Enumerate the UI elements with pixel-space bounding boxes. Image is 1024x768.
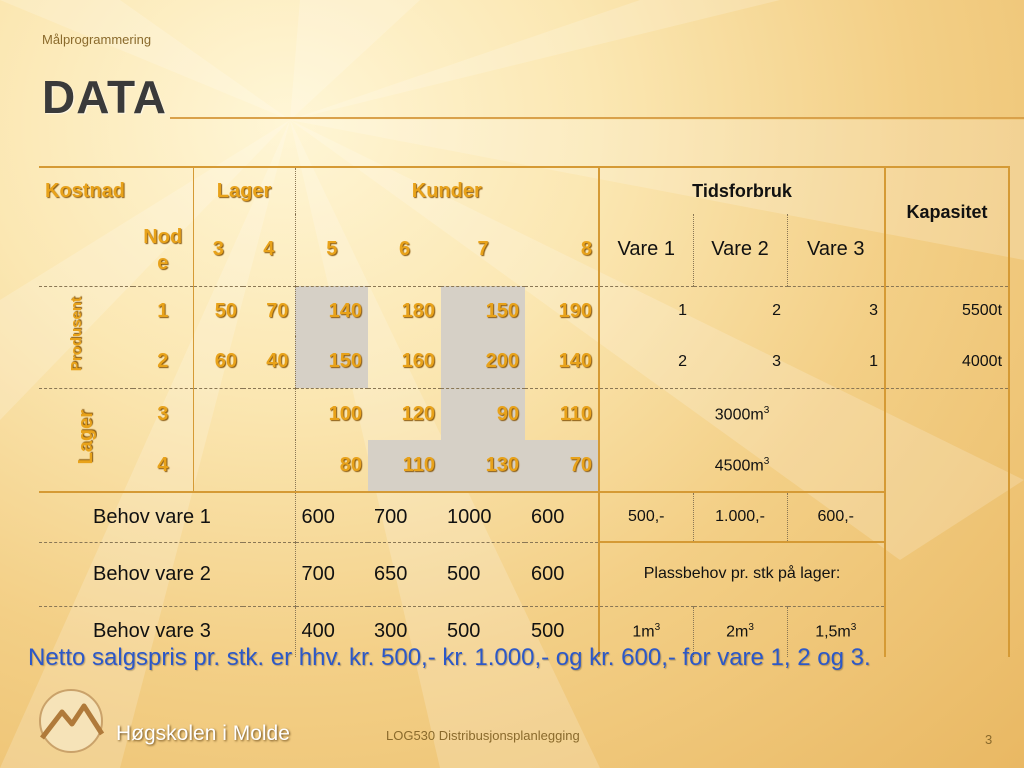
behov-1-8: 600 — [525, 492, 599, 542]
behov-2-7: 500 — [441, 542, 525, 606]
behov-vare-2-label: Behov vare 2 — [39, 542, 295, 606]
kapasitet-2: 4000t — [885, 336, 1009, 388]
behov-2-5: 700 — [295, 542, 368, 606]
cost-1-8: 190 — [558, 299, 592, 322]
node-7-header: 7 — [477, 238, 489, 261]
node-8-header: 8 — [580, 238, 592, 261]
behov-2-6: 650 — [368, 542, 441, 606]
header-kapasitet: Kapasitet — [885, 167, 1009, 286]
node-row — [39, 214, 1009, 286]
cost-4-5: 80 — [339, 454, 362, 476]
tid-2-vare-3: 1 — [869, 352, 879, 370]
tid-1-vare-2: 2 — [693, 286, 787, 336]
behov-1-6: 700 — [368, 492, 441, 542]
price-vare-1: 500,- — [599, 492, 693, 542]
mountain-logo-icon — [32, 688, 110, 754]
behov-vare-3-label: Behov vare 3 — [39, 606, 295, 657]
node-1-label: 1 — [157, 299, 169, 322]
plassbehov-2-value: 2m — [726, 623, 749, 641]
behov-1-5: 600 — [295, 492, 368, 542]
header-lager: Lager — [216, 179, 272, 202]
node-2-row — [39, 336, 1009, 388]
plassbehov-label: Plassbehov pr. stk på lager: — [599, 542, 885, 606]
cost-3-8: 110 — [559, 402, 592, 425]
node-1-row — [39, 286, 1009, 336]
cost-1-4: 70 — [266, 299, 289, 322]
cost-1-7: 150 — [485, 299, 519, 322]
cost-1-5: 140 — [328, 299, 362, 322]
produsent-label: Produsent — [68, 296, 85, 372]
node-4-row — [39, 440, 1009, 492]
behov-3-7: 500 — [441, 606, 525, 657]
tid-1-vare-1: 1 — [599, 286, 693, 336]
tid-1-vare-3: 3 — [787, 286, 885, 336]
plassbehov-1-value: 1m — [632, 623, 655, 641]
title-divider — [170, 117, 1024, 119]
cost-2-4: 40 — [266, 350, 289, 373]
tid-2-vare-1: 2 — [599, 336, 693, 388]
plassbehov-1-unit: 3 — [654, 622, 661, 634]
header-kostnad: Kostnad — [45, 179, 125, 202]
slide-title: DATA — [42, 71, 167, 123]
cost-2-3: 60 — [214, 350, 237, 373]
behov-3-8: 500 — [525, 606, 599, 657]
node-3-row — [39, 388, 1009, 440]
node-3-header: 3 — [212, 238, 224, 261]
header-tidsforbruk: Tidsforbruk — [599, 167, 885, 214]
behov-vare-1-row — [39, 492, 1009, 542]
cost-2-8: 140 — [558, 350, 592, 373]
cost-2-7: 200 — [485, 350, 519, 373]
header-row — [39, 167, 1009, 214]
lager-4-kapasitet-value: 4500m — [714, 457, 764, 475]
vare-3-header: Vare 3 — [787, 214, 885, 286]
node-6-header: 6 — [398, 238, 411, 261]
lager-4-kapasitet — [599, 440, 885, 492]
node-2-label: 2 — [157, 350, 169, 373]
behov-3-5: 400 — [295, 606, 368, 657]
price-vare-3: 600,- — [787, 492, 885, 542]
data-table — [39, 166, 1010, 657]
course-footer: LOG530 Distribusjonsplanlegging — [386, 728, 580, 743]
behov-2-8: 600 — [525, 542, 599, 606]
tid-2-vare-2: 3 — [772, 352, 781, 370]
header-node: Node — [143, 225, 183, 274]
slide-subtitle: Målprogrammering — [42, 32, 152, 47]
behov-3-6: 300 — [368, 606, 441, 657]
cost-2-6: 160 — [401, 350, 435, 373]
cost-1-6: 180 — [401, 299, 435, 322]
school-name: Høgskolen i Molde — [116, 722, 290, 745]
cost-4-8: 70 — [569, 454, 592, 476]
node-5-header: 5 — [326, 238, 338, 261]
kapasitet-1: 5500t — [885, 286, 1009, 336]
cost-4-6: 110 — [402, 454, 435, 476]
lager-3-kapasitet — [599, 388, 885, 440]
vare-1-header: Vare 1 — [599, 214, 693, 286]
behov-1-7: 1000 — [441, 492, 525, 542]
cost-3-5: 100 — [328, 402, 362, 425]
node-4-header: 4 — [263, 238, 275, 261]
header-kunder: Kunder — [411, 179, 482, 202]
plassbehov-2-unit: 3 — [748, 622, 754, 634]
cost-3-6: 120 — [401, 402, 435, 425]
behov-vare-1-label: Behov vare 1 — [39, 492, 295, 542]
behov-vare-2-row — [39, 542, 1009, 606]
page-number: 3 — [985, 732, 993, 747]
node-3-label: 3 — [157, 402, 169, 425]
cost-3-7: 90 — [496, 402, 519, 425]
cost-4-7: 130 — [485, 454, 519, 476]
lager-3-kapasitet-value: 3000m — [714, 405, 764, 423]
price-note: Netto salgspris pr. stk. er hhv. kr. 500,- kr. 1.000,- og kr. 600,- for vare 1, 2 og 3. — [28, 644, 871, 671]
lager-4-kapasitet-unit: 3 — [763, 455, 770, 467]
vare-2-header: Vare 2 — [693, 214, 787, 286]
price-vare-2: 1.000,- — [693, 492, 787, 542]
lager-group-label: Lager — [75, 409, 97, 464]
lager-3-kapasitet-unit: 3 — [763, 404, 770, 416]
cost-2-5: 150 — [328, 350, 362, 373]
plassbehov-3-value: 1,5m — [815, 623, 851, 641]
cost-1-3: 50 — [214, 299, 237, 322]
node-4-label: 4 — [157, 454, 169, 476]
plassbehov-3-unit: 3 — [850, 622, 857, 634]
